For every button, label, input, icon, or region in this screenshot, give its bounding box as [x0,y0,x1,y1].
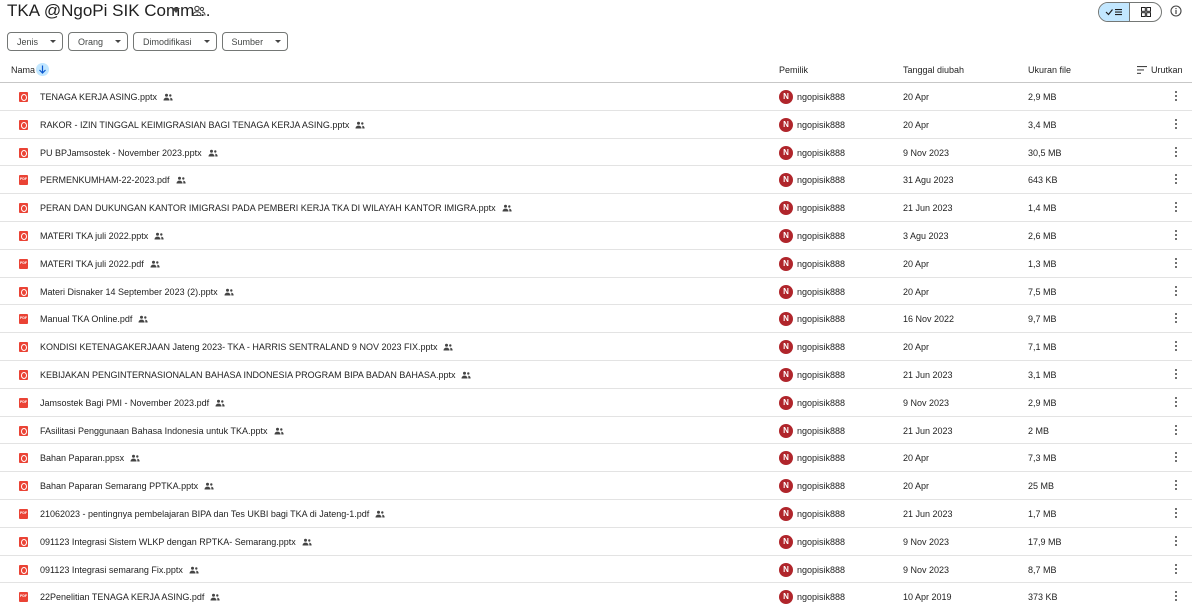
more-actions-icon[interactable] [1173,425,1179,437]
more-actions-icon[interactable] [1173,202,1179,214]
owner-avatar: N [779,173,793,187]
owner-name: ngopisik888 [797,369,846,380]
shared-icon [461,371,471,379]
pdf-file-icon [19,592,28,602]
pdf-file-icon [19,398,28,408]
file-name: PERMENKUMHAM-22-2023.pdf [40,175,170,186]
shared-icon [130,454,140,462]
file-name-cell [40,175,186,185]
more-actions-icon[interactable] [1173,119,1179,131]
more-actions-icon[interactable] [1173,480,1179,492]
more-actions-icon[interactable] [1173,369,1179,381]
owner-name: ngopisik888 [797,314,846,325]
shared-icon [302,538,312,546]
owner-name: ngopisik888 [797,425,846,436]
file-size: 3,4 MB [1028,119,1057,130]
file-row-1[interactable] [0,83,1192,111]
file-row-10[interactable] [0,333,1192,361]
owner-name: ngopisik888 [797,592,846,603]
filter-people-chip[interactable] [68,32,128,51]
file-name: KEBIJAKAN PENGINTERNASIONALAN BAHASA INDONESIA PROGRAM BIPA BADAN BAHASA.pptx [40,369,456,380]
filter-chips [7,32,288,51]
shared-folder-icon[interactable] [192,5,206,17]
chevron-down-icon [50,40,56,43]
file-size: 2,6 MB [1028,230,1057,241]
owner-avatar: N [779,118,793,132]
owner-name: ngopisik888 [797,508,846,519]
owner-avatar: N [779,257,793,271]
owner-avatar: N [779,146,793,160]
file-size: 2,9 MB [1028,397,1057,408]
more-actions-icon[interactable] [1173,147,1179,159]
owner-name: ngopisik888 [797,453,846,464]
owner-avatar: N [779,507,793,521]
shared-icon [150,260,160,268]
file-size: 30,5 MB [1028,147,1062,158]
file-size: 2 MB [1028,425,1050,436]
owner-name: ngopisik888 [797,92,846,102]
owner-name: ngopisik888 [797,175,846,186]
presentation-file-icon [19,120,28,130]
file-name-cell [40,259,160,269]
owner-name: ngopisik888 [797,230,846,241]
file-name-cell [40,537,312,547]
file-name-cell [40,370,471,380]
pdf-file-icon [19,509,28,519]
file-name: PU BPJamsostek - November 2023.pptx [40,147,202,158]
file-name-cell [40,592,220,602]
modified-date: 21 Jun 2023 [903,369,953,380]
file-size: 9,7 MB [1028,314,1057,325]
file-row-15[interactable] [0,472,1192,500]
presentation-file-icon [19,426,28,436]
more-actions-icon[interactable] [1173,313,1179,325]
modified-date: 9 Nov 2023 [903,536,950,547]
dropdown-caret-icon[interactable] [172,8,180,13]
file-row-2[interactable] [0,111,1192,139]
modified-date: 20 Apr [903,92,930,102]
shared-icon [375,510,385,518]
file-name: Jamsostek Bagi PMI - November 2023.pdf [40,397,210,408]
file-size: 643 KB [1028,175,1058,186]
file-row-17[interactable] [0,528,1192,556]
file-name-cell [40,203,512,213]
column-header-modified[interactable]: Tanggal diubah [903,65,965,75]
file-name-cell [40,287,234,297]
shared-icon [274,427,284,435]
presentation-file-icon [19,92,28,102]
more-actions-icon[interactable] [1173,564,1179,576]
file-name-cell [40,481,214,491]
owner-name: ngopisik888 [797,119,846,130]
shared-icon [224,288,234,296]
pdf-file-icon [19,175,28,185]
file-name-cell [40,426,284,436]
file-name-cell [40,148,218,158]
file-row-13[interactable] [0,417,1192,445]
chip-label: Orang [78,36,104,47]
table-header [0,58,1192,83]
shared-icon [210,593,220,601]
file-name-cell [40,231,164,241]
file-name-cell [40,565,199,575]
file-name: RAKOR - IZIN TINGGAL KEIMIGRASIAN BAGI TENAGA KERJA ASING.pptx [40,119,350,130]
presentation-file-icon [19,370,28,380]
chevron-down-icon [275,40,281,43]
chevron-down-icon [204,40,210,43]
file-name-cell [40,120,365,130]
modified-date: 9 Nov 2023 [903,147,950,158]
owner-name: ngopisik888 [797,203,846,214]
file-name: KONDISI KETENAGAKERJAAN Jateng 2023- TKA - HARRIS SENTRALAND 9 NOV 2023 FIX.pptx [40,342,438,353]
file-row-8[interactable] [0,278,1192,306]
arrow-down-icon[interactable] [36,63,49,76]
more-actions-icon[interactable] [1173,230,1179,242]
file-name-cell [40,453,140,463]
file-size: 1,3 MB [1028,258,1057,269]
column-header-name[interactable]: Nama [11,65,36,75]
modified-date: 21 Jun 2023 [903,425,953,436]
file-name-cell [40,92,173,102]
list-view-button[interactable] [1099,3,1130,21]
chevron-down-icon [115,40,121,43]
chip-label: Dimodifikasi [143,36,192,47]
file-row-18[interactable] [0,556,1192,584]
file-name: Manual TKA Online.pdf [40,314,133,325]
more-actions-icon[interactable] [1173,536,1179,548]
file-row-16[interactable] [0,500,1192,528]
owner-avatar: N [779,90,793,104]
check-list-view-icon [1105,7,1123,17]
file-name: 22Penelitian TENAGA KERJA ASING.pdf [40,592,205,603]
file-size: 25 MB [1028,481,1055,492]
owner-avatar: N [779,563,793,577]
sort-button-label[interactable]: Urutkan [1151,65,1183,75]
file-size: 8,7 MB [1028,564,1057,575]
owner-name: ngopisik888 [797,147,846,158]
file-name-cell [40,509,385,519]
chip-label: Sumber [231,36,264,47]
owner-name: ngopisik888 [797,536,846,547]
more-actions-icon[interactable] [1173,91,1179,103]
file-row-7[interactable] [0,250,1192,278]
shared-icon [208,149,218,157]
owner-avatar: N [779,368,793,382]
pdf-file-icon [19,259,28,269]
folder-title[interactable]: TKA @NgoPi SIK Comm… [7,1,212,20]
file-name-cell [40,314,148,324]
owner-avatar: N [779,229,793,243]
column-header-owner[interactable]: Pemilik [779,65,809,75]
presentation-file-icon [19,342,28,352]
more-actions-icon[interactable] [1173,508,1179,520]
chip-label: Jenis [17,36,39,47]
owner-avatar: N [779,590,793,604]
owner-avatar: N [779,479,793,493]
shared-icon [355,121,365,129]
info-icon[interactable] [1170,5,1182,17]
modified-date: 20 Apr [903,481,930,492]
owner-name: ngopisik888 [797,564,846,575]
modified-date: 20 Apr [903,286,930,297]
shared-icon [163,93,173,101]
shared-icon [138,315,148,323]
modified-date: 3 Agu 2023 [903,230,949,241]
file-size: 17,9 MB [1028,536,1062,547]
modified-date: 9 Nov 2023 [903,397,950,408]
view-toggle [1098,2,1162,22]
top-bar [0,0,1200,26]
file-name-cell [40,398,225,408]
file-name: MATERI TKA juli 2022.pptx [40,230,149,241]
sort-lines-icon[interactable] [1137,66,1147,74]
more-actions-icon[interactable] [1173,174,1179,186]
shared-icon [502,204,512,212]
owner-name: ngopisik888 [797,342,846,353]
file-name: 091123 Integrasi Sistem WLKP dengan RPTKA- Semarang.pptx [40,536,296,547]
grid-view-button[interactable] [1130,3,1161,21]
file-size: 373 KB [1028,592,1058,603]
owner-name: ngopisik888 [797,258,846,269]
pdf-file-icon [19,314,28,324]
shared-icon [204,482,214,490]
presentation-file-icon [19,148,28,158]
owner-avatar: N [779,201,793,215]
owner-avatar: N [779,535,793,549]
presentation-file-icon [19,231,28,241]
file-name: Bahan Paparan Semarang PPTKA.pptx [40,481,199,492]
more-actions-icon[interactable] [1173,341,1179,353]
file-row-4[interactable] [0,166,1192,194]
file-row-6[interactable] [0,222,1192,250]
file-row-9[interactable] [0,305,1192,333]
owner-avatar: N [779,312,793,326]
modified-date: 9 Nov 2023 [903,564,950,575]
more-actions-icon[interactable] [1173,258,1179,270]
shared-icon [154,232,164,240]
modified-date: 20 Apr [903,342,930,353]
presentation-file-icon [19,453,28,463]
file-row-12[interactable] [0,389,1192,417]
modified-date: 21 Jun 2023 [903,508,953,519]
owner-avatar: N [779,396,793,410]
owner-avatar: N [779,451,793,465]
more-actions-icon[interactable] [1173,452,1179,464]
filter-type-chip[interactable] [7,32,63,51]
file-name-cell [40,342,453,352]
presentation-file-icon [19,565,28,575]
file-name: TENAGA KERJA ASING.pptx [40,92,158,102]
shared-icon [176,176,186,184]
file-size: 3,1 MB [1028,369,1057,380]
shared-icon [215,399,225,407]
owner-name: ngopisik888 [797,397,846,408]
file-size: 1,4 MB [1028,203,1057,214]
file-name: Materi Disnaker 14 September 2023 (2).pptx [40,286,218,297]
file-row-3[interactable] [0,139,1192,167]
file-size: 7,1 MB [1028,342,1057,353]
filter-modified-chip[interactable] [133,32,217,51]
modified-date: 10 Apr 2019 [903,592,952,603]
filter-source-chip[interactable] [222,32,289,51]
modified-date: 21 Jun 2023 [903,203,953,214]
file-size: 2,9 MB [1028,92,1057,102]
grid-view-icon [1141,7,1151,17]
presentation-file-icon [19,287,28,297]
file-row-5[interactable] [0,194,1192,222]
presentation-file-icon [19,537,28,547]
owner-name: ngopisik888 [797,286,846,297]
file-name: 21062023 - pentingnya pembelajaran BIPA dan Tes UKBI bagi TKA di Jateng-1.pdf [40,508,370,519]
modified-date: 20 Apr [903,453,930,464]
presentation-file-icon [19,203,28,213]
file-size: 7,5 MB [1028,286,1057,297]
column-header-size[interactable]: Ukuran file [1028,65,1072,75]
owner-avatar: N [779,285,793,299]
file-row-14[interactable] [0,444,1192,472]
file-name: Bahan Paparan.ppsx [40,453,125,464]
more-actions-icon[interactable] [1173,397,1179,409]
file-name: MATERI TKA juli 2022.pdf [40,258,144,269]
modified-date: 20 Apr [903,258,930,269]
modified-date: 31 Agu 2023 [903,175,954,186]
file-size: 7,3 MB [1028,453,1057,464]
shared-icon [189,566,199,574]
file-row-11[interactable] [0,361,1192,389]
file-row-19[interactable] [0,583,1192,610]
more-actions-icon[interactable] [1173,286,1179,298]
shared-icon [443,343,453,351]
file-name: 091123 Integrasi semarang Fix.pptx [40,564,183,575]
owner-name: ngopisik888 [797,481,846,492]
modified-date: 16 Nov 2022 [903,314,955,325]
file-list [0,83,1192,610]
file-name: PERAN DAN DUKUNGAN KANTOR IMIGRASI PADA PEMBERI KERJA TKA DI WILAYAH KANTOR IMIGRA.pptx [40,203,496,214]
modified-date: 20 Apr [903,119,930,130]
presentation-file-icon [19,481,28,491]
owner-avatar: N [779,424,793,438]
owner-avatar: N [779,340,793,354]
more-actions-icon[interactable] [1173,591,1179,603]
file-size: 1,7 MB [1028,508,1057,519]
file-name: FAsilitasi Penggunaan Bahasa Indonesia untuk TKA.pptx [40,425,268,436]
